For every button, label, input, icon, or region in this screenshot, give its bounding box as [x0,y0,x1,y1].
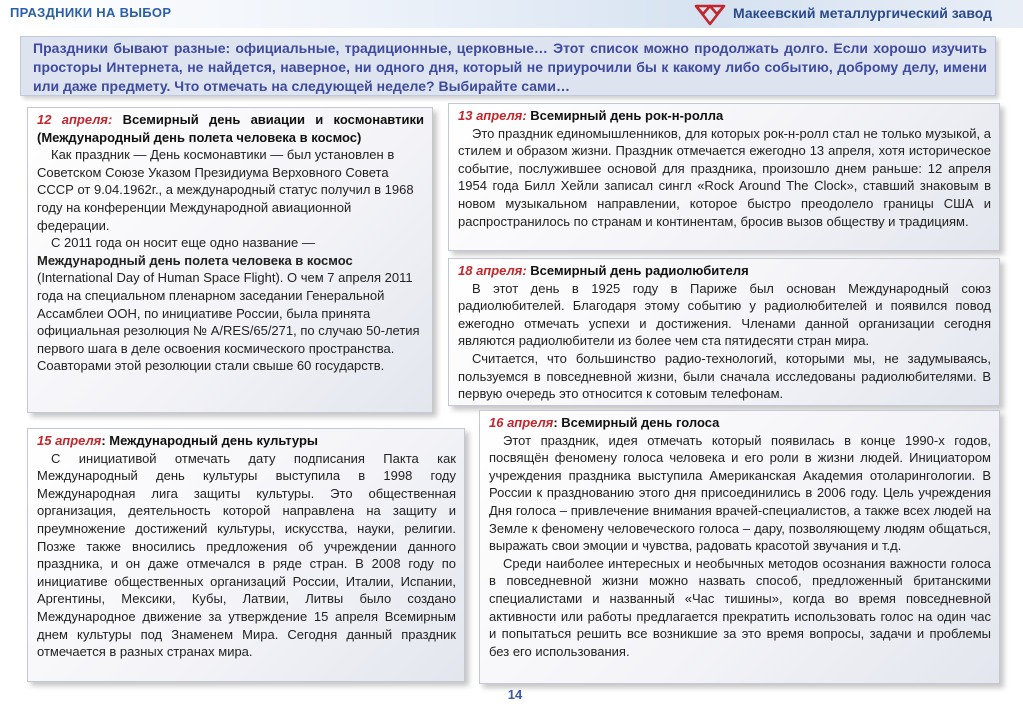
highlighted-name: Международный день полета человека в космос [37,252,353,268]
article-rock-n-roll-day [448,103,1000,251]
article-title: : Всемирный день голоса [553,415,720,430]
article-paragraph [37,234,424,375]
article-title: : Международный день культуры [101,433,319,448]
page-header [0,0,1023,28]
article-date: 18 апреля: [458,263,527,278]
section-title: ПРАЗДНИКИ НА ВЫБОР [10,5,172,20]
paragraph-text: С 2011 года он носит еще одно название — [51,235,315,251]
intro-text: Праздники бывают разные: официальные, традиционные, церковные… Этот список можно продолжать долго. Если хорошо изучить просторы Интернета, не найдется, наверное, ни одного дня, который не приурочили бы к какому либо событию, доброму делу, имени или даже предмету. Что отмечать на следующей неделе? Выбирайте сами… [20,36,996,96]
article-heading [489,414,991,432]
article-paragraph: Считается, что большинство радио-технологий, которыми мы, не задумываясь, пользуемся в повседневной жизни, были сначала исследованы радиолюбителями. В первую очередь это относится к сотовым телефонам. [458,350,991,402]
mmz-logo-icon [694,2,726,26]
article-paragraph: Этот праздник, идея отмечать который появилась в конце 1990-х годов, посвящён феномену голоса человека и его роли в жизни людей. Инициатором учреждения праздника выступила Американская Академия отоларингологии. В России к празднованию этого дня присоединились в 2006 году. Цель учреждения Дня голоса – привлечение внимания врачей-специалистов, а также всех людей на Земле к феномену человеческого голоса – дару, позволяющему людям общаться, выражать свои эмоции и чувства, радовать красотой звучания и т.д. [489,432,991,554]
article-date: 13 апреля: [458,108,527,123]
article-heading [458,107,991,125]
article-culture-day [27,428,465,682]
company-name: Макеевский металлургический завод [733,5,993,21]
article-title: Всемирный день радиолюбителя [530,263,749,278]
article-date: 15 апреля [37,433,102,448]
article-paragraph: Это праздник единомышленников, для которых рок-н-ролл стал не только музыкой, а стилем и образом жизни. Праздник отмечается ежегодно 13 апреля, хотя историческое событие, послужившее основой для праздника, произошло днем раньше: 12 апреля 1954 года Билл Хейли записал сингл «Rock Around The Clock», ставший знаковым в новом музыкальном направлении, которое быстро преодолело границы США и распространилось по странам и континентам, бросив вызов обществу и традициям. [458,125,991,229]
article-heading [37,111,424,146]
article-radio-amateur-day [448,258,1000,406]
article-heading [37,432,456,450]
article-paragraph: С инициативой отмечать дату подписания Пакта как Международный день культуры выступила в 1998 году Международная лига защиты культуры. Это общественная организация, деятельность которой направлена на защиту и преумножение достижений культуры, искусства, науки, религии. Позже также вносились предложения об учреждении данного праздника, и он даже отмечался в ряде стран. В 2008 году по инициативе общественных организаций России, Италии, Испании, Аргентины, Мексики, Кубы, Латвии, Литвы было создано Международное движение за утверждение 15 апреля Всемирным днем культуры под Знаменем Мира. Сегодня данный праздник отмечается в разных странах мира. [37,450,456,660]
article-paragraph: Среди наиболее интересных и необычных методов осознания важности голоса в повседневной жизни можно назвать способ, предложенный британскими специалистами и названный «Час тишины», когда во время повседневной активности или работы предлагается прекратить использовать голос на один час и попытаться решить все возникшие за это время вопросы, задачи и проблемы без его использования. [489,555,991,659]
article-date: 16 апреля [489,415,554,430]
article-paragraph: В этот день в 1925 году в Париже был основан Международный союз радиолюбителей. Благодаря этому событию у радиолюбителей и появился повод ежегодно отмечать успехи и достижения. Членами данной организации сегодня являются радиолюбители из более чем ста пятидесяти стран мира. [458,280,991,349]
article-title: Всемирный день авиации и космонавтики (Международный день полета человека в космос) [37,112,424,145]
article-date: 12 апреля: [37,112,113,127]
article-heading [458,262,991,280]
page-number: 14 [507,687,523,702]
paragraph-text: (International Day of Human Space Flight). О чем 7 апреля 2011 года на специальном пленарном заседании Генеральной Ассамблеи ООН, по инициативе России, была принята официальная резолюция № A/RES/65/271, по случаю 50-летия первого шага в деле освоения космического пространства. Соавторами этой резолюции стали свыше 60 государств. [37,270,420,374]
article-cosmonautics-day [27,107,433,413]
article-paragraph: Как праздник — День космонавтики — был установлен в Советском Союзе Указом Президиума Верховного Совета СССР от 9.04.1962г., а международный статус получил в 1968 году на конференции Международной авиационной федерации. [37,147,414,233]
article-title: Всемирный день рок-н-ролла [530,108,724,123]
article-voice-day [479,410,1000,684]
